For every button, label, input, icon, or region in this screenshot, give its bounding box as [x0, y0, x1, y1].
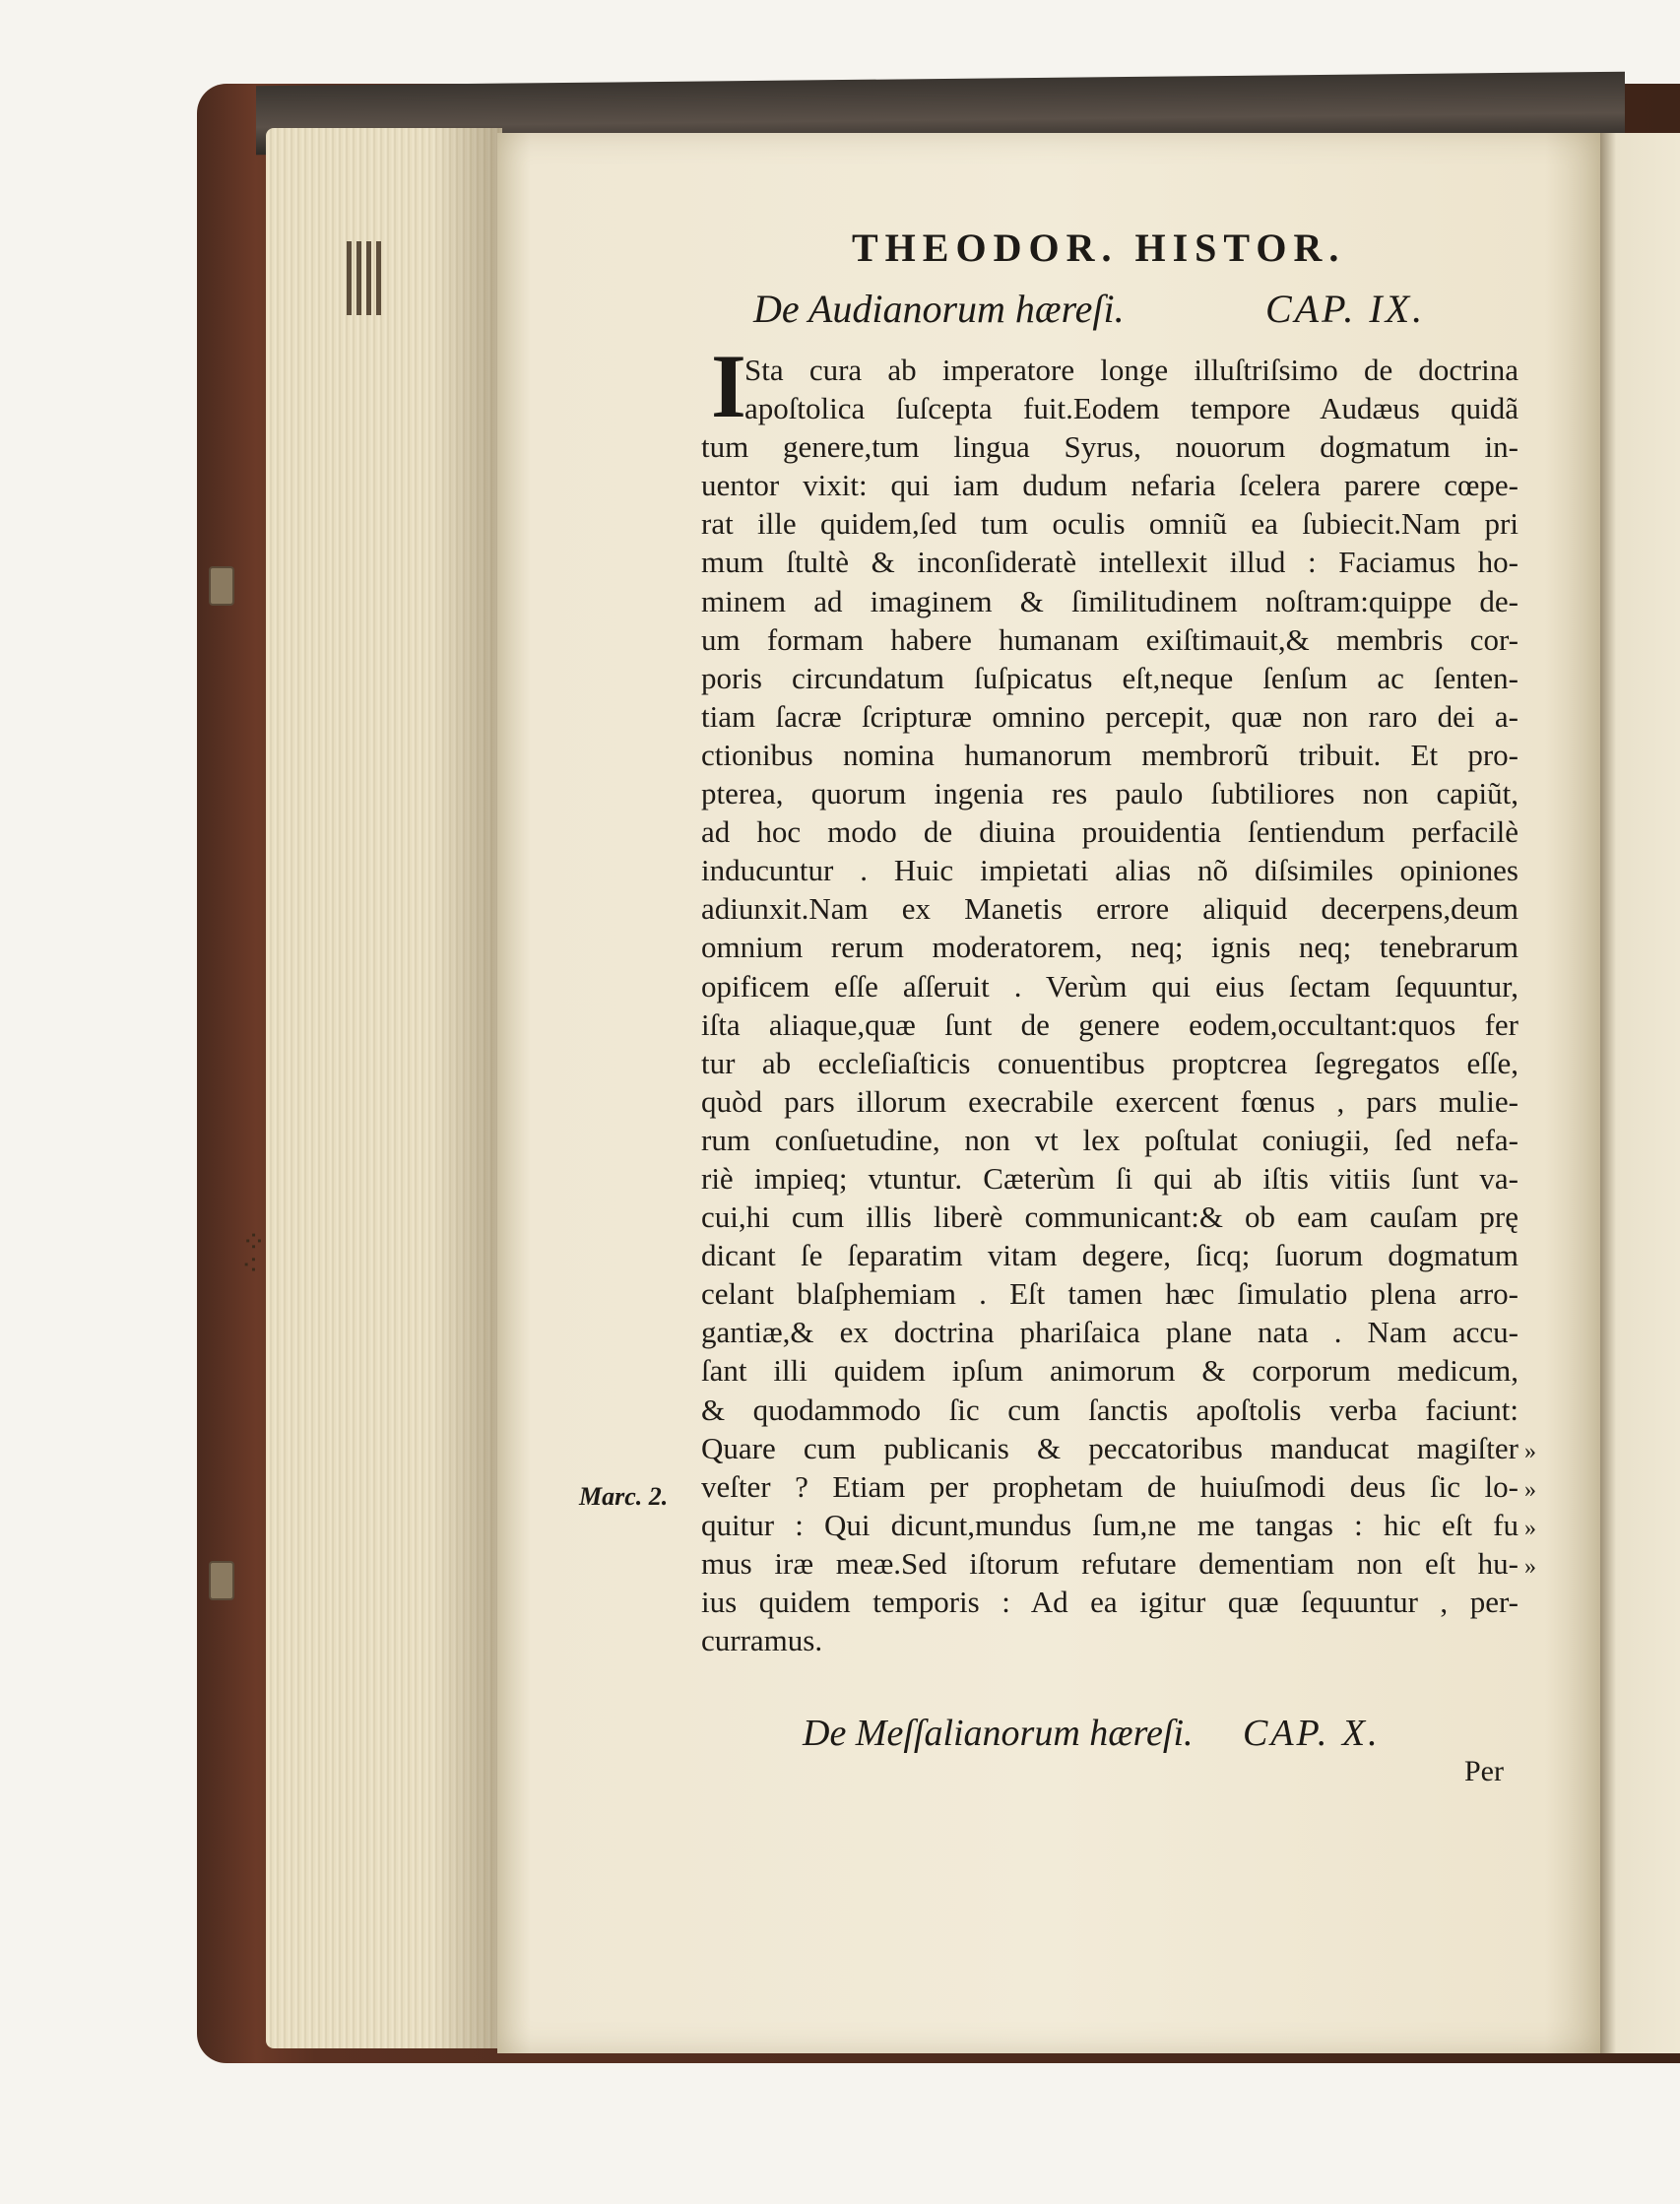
clasp-upper [209, 566, 234, 606]
text-line: pterea, quorum ingenia res paulo ſubtiliores non capiũt, [701, 776, 1518, 811]
chapter-x-title: De Meſſalianorum hæreſi. [803, 1713, 1194, 1754]
running-head: THEODOR. HISTOR. [852, 226, 1346, 270]
facing-page-edge [1600, 133, 1680, 2053]
quote-mark: » [1524, 1516, 1536, 1542]
text-line: tum genere,tum lingua Syrus, nouorum dogmatum in- [701, 429, 1518, 465]
chapter-x-number: CAP. X. [1243, 1713, 1381, 1754]
text-line: ius quidem temporis : Ad ea igitur quæ ſequuntur , per- [701, 1585, 1518, 1619]
text-line: mum ſtultè & inconſideratè intellexit illud : Faciamus ho- [701, 545, 1518, 580]
text-line: mus iræ meæ.Sed iſtorum refutare dementiam non eſt hu- [701, 1545, 1518, 1581]
text-line: poris circundatum ſuſpicatus eſt,neque ſenſum ac ſenten- [701, 660, 1518, 695]
text-line: quitur : Qui dicunt,mundus ſum,ne me tangas : hic eſt fu [701, 1507, 1518, 1542]
clasp-lower [209, 1561, 234, 1600]
page-edges-shadow [433, 128, 502, 2048]
drop-initial: I [711, 336, 746, 436]
text-line: ad hoc modo de diuina prouidentia ſentiendum perfacilè [701, 814, 1518, 850]
text-line: dicant ſe ſeparatim vitam degere, ſicq; ſuorum dogmatum [701, 1238, 1518, 1273]
edge-ornament: ⁘ ⁖ [241, 1226, 267, 1282]
text-line: riè impieq; vtuntur. Cæterùm ſi qui ab iſtis vitiis ſunt va- [701, 1160, 1518, 1196]
quote-mark: » [1524, 1477, 1536, 1504]
text-line: inducuntur . Huic impietati alias nõ diſsimiles opiniones [701, 853, 1518, 888]
text-line: celant blaſphemiam . Eſt tamen hæc ſimulatio plena arro- [701, 1276, 1518, 1312]
quote-mark: » [1524, 1439, 1536, 1464]
text-line: veſter ? Etiam per prophetam de huiuſmodi deus ſic lo- [701, 1468, 1518, 1504]
text-line: & quodammodo ſic cum ſanctis apoſtolis verba faciunt: [701, 1392, 1518, 1427]
chapter-ix-title: De Audianorum hæreſi. [753, 287, 1125, 331]
text-line: rat ille quidem,ſed tum oculis omniũ ea ſubiecit.Nam pri [701, 506, 1518, 542]
text-line: apoſtolica ſuſcepta fuit.Eodem tempore Audæus quidã [744, 391, 1518, 426]
text-line: ctionibus nomina humanorum membrorũ tribuit. Et pro- [701, 737, 1518, 772]
text-line: ſant illi quidem ipſum animorum & corporum medicum, [701, 1353, 1518, 1389]
text-line: adiunxit.Nam ex Manetis errore aliquid decerpens,deum [701, 891, 1518, 927]
text-line: Sta cura ab imperatore longe illuſtriſsimo de doctrina [744, 353, 1518, 387]
body-text [701, 351, 1518, 1659]
quotation-markers [1524, 1433, 1536, 1587]
text-line: Quare cum publicanis & peccatoribus manducat magiſter [701, 1430, 1518, 1465]
chapter-ix-number: CAP. IX. [1265, 287, 1426, 331]
text-line: minem ad imaginem & ſimilitudinem noſtram:quippe de- [701, 583, 1518, 618]
text-line: um formam habere humanam exiſtimauit,& membris cor- [701, 621, 1518, 657]
text-line: tiam ſacræ ſcripturæ omnino percepit, quæ non raro dei a- [701, 698, 1518, 734]
quote-mark: » [1524, 1554, 1536, 1581]
text-line: curramus. [701, 1623, 823, 1658]
text-line: iſta aliaque,quæ ſunt de genere eodem,occultant:quos fer [701, 1006, 1518, 1042]
text-line: uentor vixit: qui iam dudum nefaria ſcelera parere cœpe- [701, 468, 1518, 503]
text-line: quòd pars illorum execrabile exercent fœnus , pars mulie- [701, 1083, 1518, 1119]
text-line: gantiæ,& ex doctrina phariſaica plane nata . Nam accu- [701, 1315, 1518, 1350]
text-line: tur ab eccleſiaſticis conuentibus proptcrea ſegregatos eſſe, [701, 1045, 1518, 1080]
spine-mark [347, 241, 386, 315]
text-line: cui,hi cum illis liberè communicant:& ob eam cauſam prę [701, 1199, 1518, 1235]
catchword: Per [1464, 1755, 1504, 1787]
text-line: omnium rerum moderatorem, neq; ignis neq; tenebrarum [701, 930, 1518, 965]
text-line: rum conſuetudine, non vt lex poſtulat coniugii, ſed nefa- [701, 1122, 1518, 1157]
margin-note: Marc. 2. [579, 1482, 669, 1511]
text-line: opificem eſſe aſſeruit . Verùm qui eius ſectam ſequuntur, [701, 968, 1518, 1004]
